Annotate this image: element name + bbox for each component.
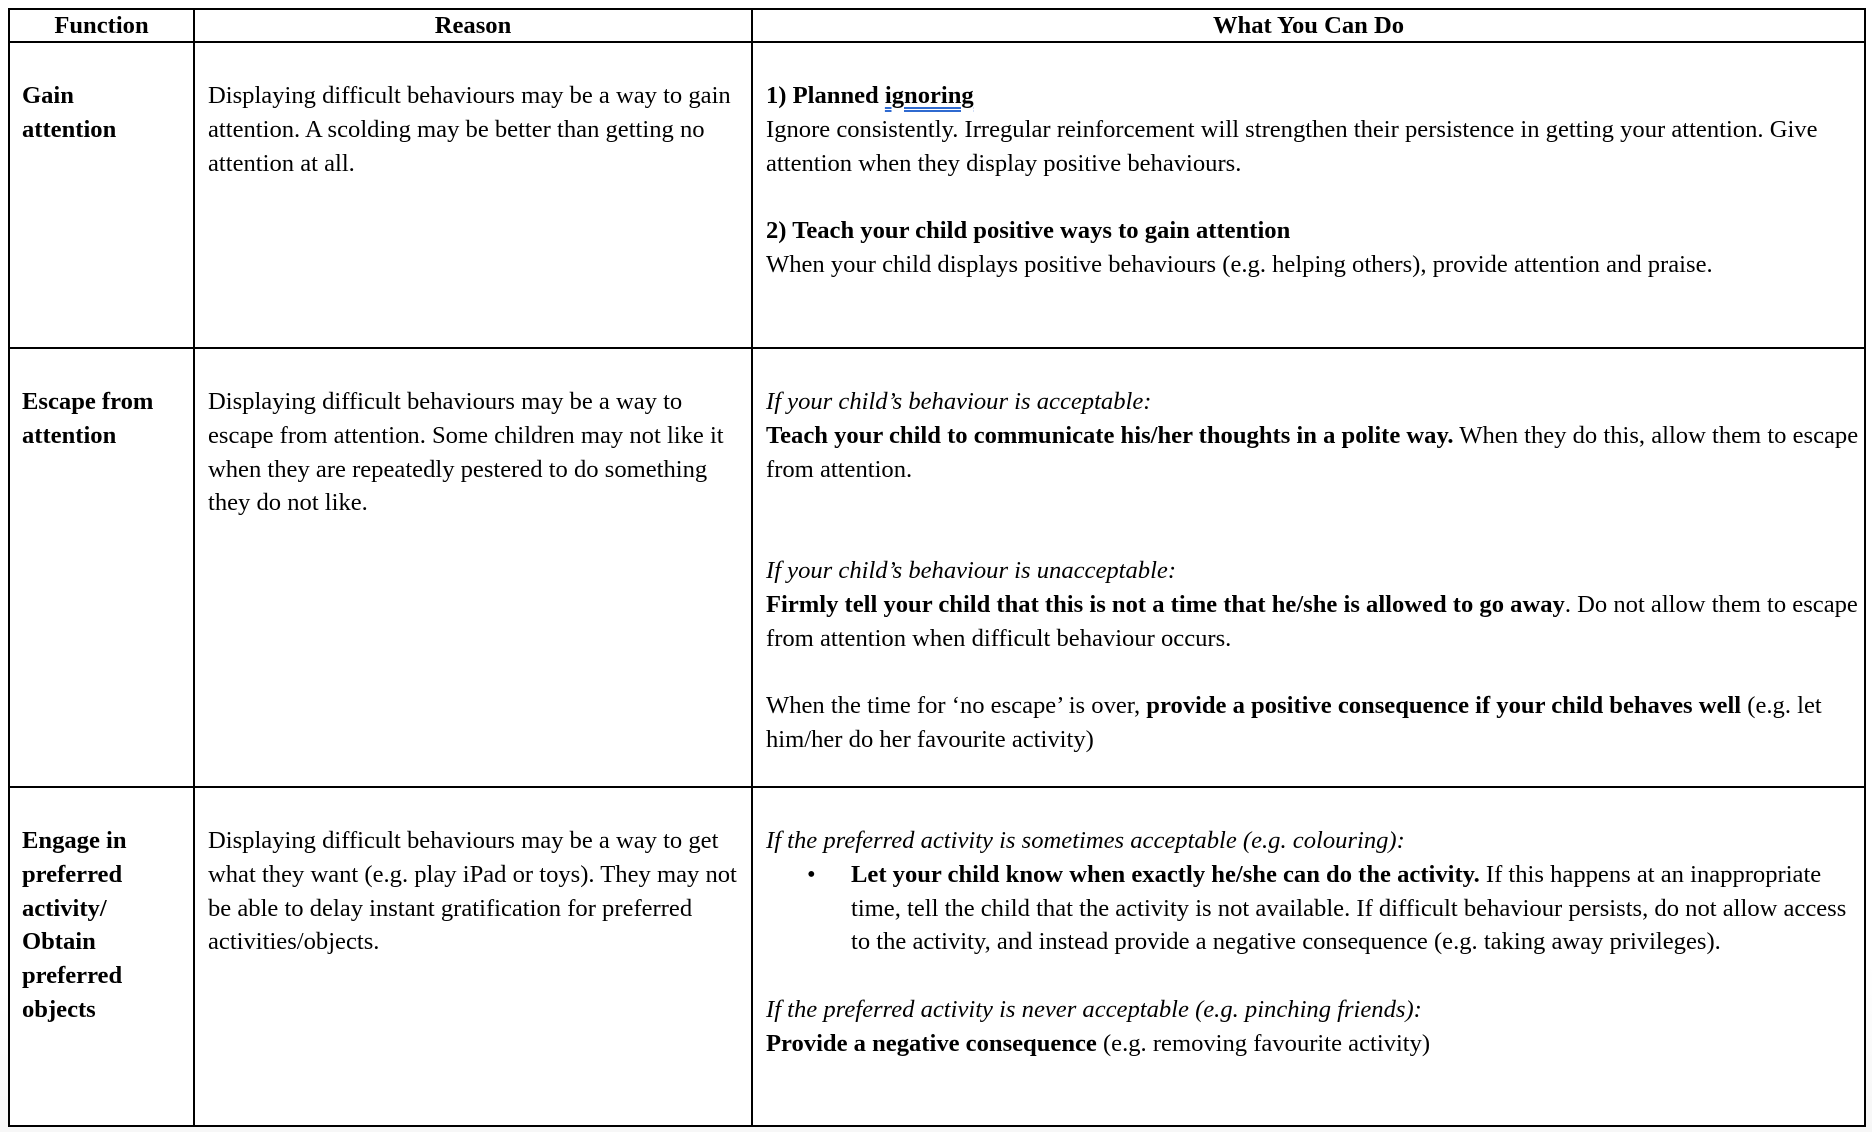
- strategy-heading-teach-positive: 2) Teach your child positive ways to gain attention: [766, 217, 1291, 245]
- header-reason: Reason: [194, 9, 752, 42]
- function-line: preferred: [22, 860, 123, 888]
- strategy-heading-planned-ignoring: [766, 79, 1860, 113]
- condition-label-sometimes-acceptable: If the preferred activity is sometimes acceptable (e.g. colouring):: [766, 827, 1405, 854]
- condition-label-never-acceptable: If the preferred activity is never acceptable (e.g. pinching friends):: [766, 995, 1422, 1023]
- strategy-body: [766, 588, 1860, 656]
- strategy-body: When your child displays positive behaviours (e.g. helping others), provide attention and praise.: [766, 250, 1713, 278]
- function-line: Obtain: [22, 928, 96, 956]
- spacer: [766, 486, 1860, 554]
- reason-cell: [194, 787, 752, 1126]
- strategy-rest: (e.g. removing favourite activity): [1096, 1029, 1431, 1057]
- what-you-can-do-cell: [752, 787, 1865, 1126]
- reason-text: Displaying difficult behaviours may be a way to escape from attention. Some children may not like it when they are repeatedly pestered to do something they do not like.: [208, 388, 724, 517]
- behaviour-function-table: [8, 8, 1866, 1127]
- table-row-escape-from-attention: [9, 348, 1865, 787]
- strategy-emphasis: Firmly tell your child that this is not a time that he/she is allowed to go away: [766, 590, 1565, 618]
- strategy-body: Ignore consistently. Irregular reinforcement will strengthen their persistence in getting your attention. Give attention when they display positive behaviours.: [766, 115, 1818, 177]
- reason-cell: [194, 42, 752, 348]
- condition-label-unacceptable: If your child’s behaviour is unacceptable:: [766, 556, 1177, 584]
- strategy-emphasis: provide a positive consequence if your child behaves well: [1146, 692, 1742, 720]
- strategy-body: [766, 419, 1860, 487]
- bullet-list: [766, 858, 1860, 959]
- function-line: Escape from: [22, 388, 154, 415]
- reason-text: Displaying difficult behaviours may be a way to get what they want (e.g. play iPad or toys). They may not be able to delay instant gratification for preferred activities/objects.: [208, 827, 737, 956]
- reason-text: Displaying difficult behaviours may be a way to gain attention. A scolding may be better than getting no attention at all.: [208, 82, 731, 177]
- table-row-gain-attention: [9, 42, 1865, 348]
- list-item: [807, 858, 1860, 959]
- function-line: objects: [22, 995, 96, 1023]
- strategy-rest: (e.g. let him/her do her favourite activity): [766, 692, 1822, 753]
- function-line: preferred: [22, 962, 123, 990]
- strategy-body: [766, 1027, 1860, 1061]
- strategy-rest: When they do this, allow them to escape from attention.: [766, 421, 1859, 483]
- strategy-rest: . Do not allow them to escape from attention when difficult behaviour occurs.: [766, 590, 1858, 652]
- function-cell: [9, 787, 194, 1126]
- header-row: [9, 9, 1865, 42]
- header-what-you-can-do: What You Can Do: [752, 9, 1865, 42]
- what-you-can-do-cell: [752, 348, 1865, 787]
- function-line: Gain: [22, 82, 74, 109]
- spacer: [766, 655, 1860, 689]
- function-line: Engage in: [22, 827, 127, 854]
- grammar-flagged-word[interactable]: ignoring: [884, 82, 974, 109]
- function-line: attention: [22, 115, 117, 143]
- bullet-icon: •: [807, 860, 816, 888]
- function-cell: [9, 42, 194, 348]
- strategy-emphasis: Let your child know when exactly he/she can do the activity.: [851, 860, 1480, 888]
- reason-cell: [194, 348, 752, 787]
- strategy-emphasis: Provide a negative consequence: [766, 1029, 1097, 1057]
- what-you-can-do-cell: [752, 42, 1865, 348]
- strategy-emphasis: Teach your child to communicate his/her thoughts in a polite way.: [766, 421, 1454, 449]
- table-row-engage-preferred-activity: [9, 787, 1865, 1126]
- strategy-body: [766, 689, 1860, 757]
- function-line: activity/: [22, 894, 107, 922]
- strategy-number: 1) Planned: [766, 82, 885, 109]
- spacer: [766, 180, 1860, 214]
- strategy-prefix: When the time for ‘no escape’ is over,: [766, 692, 1147, 720]
- spacer: [766, 959, 1860, 993]
- strategy-rest: If this happens at an inappropriate time, tell the child that the activity is not available. If difficult behaviour persists, do not allow access to the activity, and instead provide a negative consequence (e.g. taking away privileges).: [851, 860, 1847, 956]
- condition-label-acceptable: If your child’s behaviour is acceptable:: [766, 388, 1152, 415]
- header-function: Function: [9, 9, 194, 42]
- function-cell: [9, 348, 194, 787]
- function-line: attention: [22, 421, 117, 449]
